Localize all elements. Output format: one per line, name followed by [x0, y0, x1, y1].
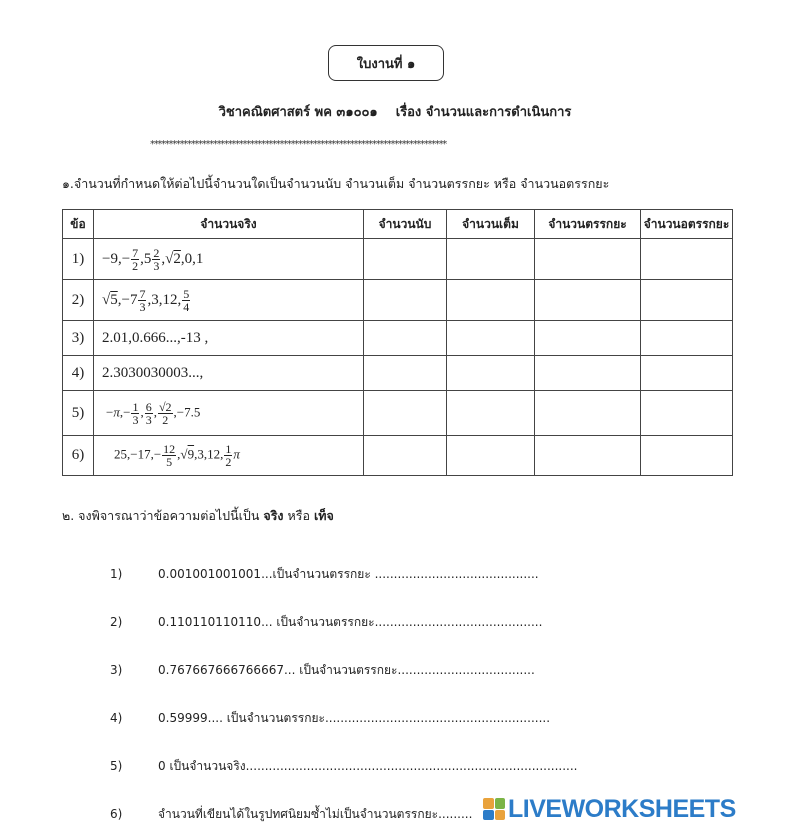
question2-instruction: ๒. จงพิจารณาว่าข้อความต่อไปนี้เป็น จริง หรือ เท็จ: [62, 508, 334, 523]
separator-line: ********************************************************************************: [150, 139, 447, 150]
col-header-number: ข้อ: [63, 210, 94, 239]
statement-number: 6): [110, 807, 123, 821]
row-number: 2): [63, 280, 94, 321]
statement-item: [110, 613, 542, 632]
row-numbers-expression: −9,− $\frac{7}{2}$ ,5 $\frac{2}{3}$ ,√2,0,1: [94, 239, 364, 280]
false-word: เท็จ: [313, 508, 334, 523]
col-header-integer: จำนวนเต็ม: [447, 210, 535, 239]
statement-text[interactable]: 0.59999.... เป็นจำนวนตรรกยะ...........................................................: [158, 711, 551, 725]
answer-cell-irrational[interactable]: [641, 280, 733, 321]
true-word: จริง: [263, 508, 284, 523]
statement-text[interactable]: 0.001001001001...เป็นจำนวนตรรกยะ ...........................................: [158, 567, 539, 581]
table-row: [63, 239, 733, 280]
table-row: [63, 280, 733, 321]
liveworksheets-logo: [483, 795, 783, 823]
statement-number: 4): [110, 711, 123, 725]
statement-item: [110, 661, 535, 680]
answer-cell-irrational[interactable]: [641, 436, 733, 476]
answer-cell-rational[interactable]: [535, 280, 641, 321]
row-numbers-expression: 25,−17,− $\frac{12}{5}$ ,√9,3,12, $\frac{1}{2}$ π: [94, 436, 364, 476]
statement-text[interactable]: จำนวนที่เขียนได้ในรูปทศนิยมซ้ำไม่เป็นจำนวนตรรกยะ.........: [158, 807, 473, 821]
answer-cell-integer[interactable]: [447, 321, 535, 356]
statement-text[interactable]: 0.110110110110... เป็นจำนวนตรรกยะ............................................: [158, 615, 543, 629]
row-numbers-expression: −π,− $\frac{1}{3}$ , $\frac{6}{3}$ , $\frac{√2}{2}$ ,−7.5: [94, 391, 364, 436]
row-number: 5): [63, 391, 94, 436]
row-number: 1): [63, 239, 94, 280]
liveworksheets-wordmark: LIVEWORKSHEETS: [508, 794, 736, 823]
answer-cell-rational[interactable]: [535, 436, 641, 476]
answer-cell-natural[interactable]: [364, 280, 447, 321]
answer-cell-rational[interactable]: [535, 321, 641, 356]
table-row: [63, 436, 733, 476]
row-number: 3): [63, 321, 94, 356]
statement-item: [110, 805, 472, 824]
statement-item: [110, 757, 577, 776]
statement-item: [110, 565, 539, 584]
answer-cell-integer[interactable]: [447, 436, 535, 476]
row-number: 6): [63, 436, 94, 476]
statement-number: 1): [110, 567, 123, 581]
answer-cell-natural[interactable]: [364, 321, 447, 356]
answer-cell-integer[interactable]: [447, 391, 535, 436]
topic-name: เรื่อง จำนวนและการดำเนินการ: [395, 105, 572, 120]
answer-cell-irrational[interactable]: [641, 391, 733, 436]
table-row: [63, 391, 733, 436]
row-numbers-expression: 2.3030030003...,: [94, 356, 364, 391]
answer-cell-natural[interactable]: [364, 239, 447, 280]
table-row: [63, 356, 733, 391]
statement-number: 3): [110, 663, 123, 677]
col-header-natural: จำนวนนับ: [364, 210, 447, 239]
worksheet-title: ใบงานที่ ๑: [328, 45, 444, 81]
table-header-row: [63, 210, 733, 239]
col-header-rational: จำนวนตรรกยะ: [535, 210, 641, 239]
answer-cell-irrational[interactable]: [641, 356, 733, 391]
answer-cell-rational[interactable]: [535, 391, 641, 436]
answer-cell-rational[interactable]: [535, 356, 641, 391]
answer-cell-integer[interactable]: [447, 356, 535, 391]
answer-cell-natural[interactable]: [364, 391, 447, 436]
statement-number: 2): [110, 615, 123, 629]
statement-text[interactable]: 0.767667666766667... เป็นจำนวนตรรกยะ....................................: [158, 663, 535, 677]
answer-cell-rational[interactable]: [535, 239, 641, 280]
subject-line: [0, 101, 790, 122]
answer-cell-integer[interactable]: [447, 239, 535, 280]
row-numbers-expression: √5,−7 $\frac{7}{3}$ ,3,12, $\frac{5}{4}$: [94, 280, 364, 321]
answer-cell-natural[interactable]: [364, 356, 447, 391]
subject-name: วิชาคณิตศาสตร์ พค ๓๑๐๐๑: [218, 105, 378, 120]
row-numbers-expression: 2.01,0.666...,-13 ,: [94, 321, 364, 356]
answer-cell-irrational[interactable]: [641, 321, 733, 356]
statement-text[interactable]: 0 เป็นจำนวนจริง.......................................................................................: [158, 759, 578, 773]
row-number: 4): [63, 356, 94, 391]
classification-table: [62, 209, 733, 476]
answer-cell-natural[interactable]: [364, 436, 447, 476]
statement-number: 5): [110, 759, 123, 773]
col-header-real: จำนวนจริง: [94, 210, 364, 239]
table-row: [63, 321, 733, 356]
col-header-irrational: จำนวนอตรรกยะ: [641, 210, 733, 239]
liveworksheets-icon: [483, 798, 505, 820]
statement-item: [110, 709, 550, 728]
answer-cell-irrational[interactable]: [641, 239, 733, 280]
answer-cell-integer[interactable]: [447, 280, 535, 321]
question1-instruction: ๑.จำนวนที่กำหนดให้ต่อไปนี้จำนวนใดเป็นจำนวนนับ จำนวนเต็ม จำนวนตรรกยะ หรือ จำนวนอตรรกยะ: [62, 176, 610, 191]
